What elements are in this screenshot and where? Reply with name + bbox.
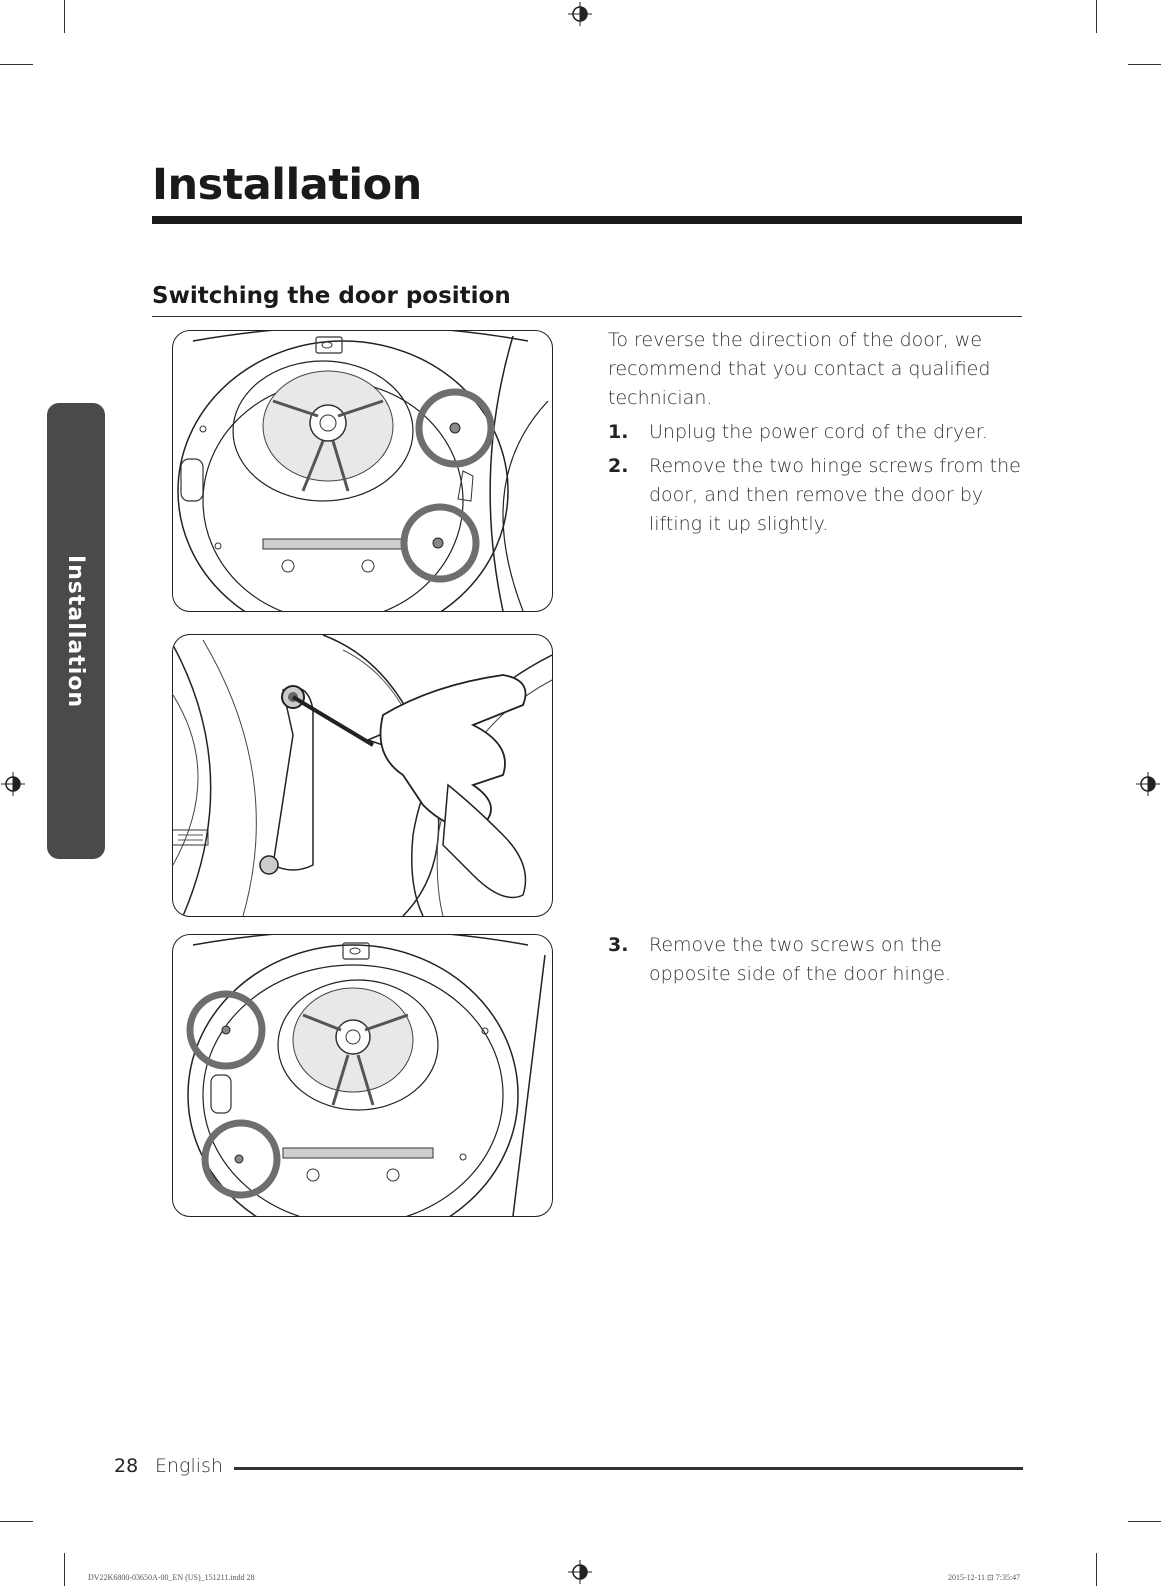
registration-mark-icon: [1136, 772, 1160, 796]
registration-mark-icon: [568, 1560, 592, 1584]
figure-dryer-opposite-screws: [172, 934, 553, 1217]
figure-dryer-hinge-screws: [172, 330, 553, 612]
page-title: Installation: [152, 160, 422, 210]
step-3-block: [608, 926, 1028, 989]
crop-mark-bottom-left-h: [0, 1521, 33, 1522]
step-3: [608, 931, 1028, 989]
step-2: [608, 452, 1028, 539]
crop-mark-top-right-h: [1128, 64, 1161, 65]
crop-mark-bottom-right-h: [1128, 1521, 1161, 1522]
step-number: 3.: [608, 934, 629, 956]
section-rule: [152, 316, 1022, 317]
crop-mark-bottom-left-v: [64, 1553, 65, 1586]
step-1: [608, 418, 1028, 447]
side-tab-label: Installation: [63, 554, 89, 708]
step-text: Remove the two hinge screws from the door, and then remove the door by lifting it up slightly.: [649, 455, 1021, 535]
title-rule: [152, 216, 1022, 224]
crop-mark-top-left-v: [64, 0, 65, 33]
screwdriver-icon: [173, 635, 552, 916]
footer-rule: [234, 1467, 1023, 1470]
crop-mark-top-right-v: [1096, 0, 1097, 33]
step-number: 1.: [608, 421, 629, 443]
page-number: 28: [114, 1455, 139, 1477]
step-text: Remove the two screws on the opposite side of the door hinge.: [649, 934, 951, 985]
dryer-drum-icon: [173, 935, 552, 1216]
dryer-drum-icon: [173, 331, 552, 611]
step-number: 2.: [608, 455, 629, 477]
footer-language: English: [155, 1455, 223, 1477]
intro-text-block: [608, 326, 1028, 539]
step-text: Unplug the power cord of the dryer.: [649, 421, 988, 443]
registration-mark-icon: [1, 772, 25, 796]
intro-paragraph: To reverse the direction of the door, we recommend that you contact a qualified technician.: [608, 329, 991, 409]
print-date-info: 2015-12-11 ⊡ 7:35:47: [948, 1573, 1021, 1582]
crop-mark-top-left-h: [0, 64, 33, 65]
figure-screwdriver-hinge: [172, 634, 553, 917]
side-tab-label-wrap: [47, 403, 105, 859]
print-file-info: DV22K6800-03650A-00_EN (US)_151211.indd 28: [88, 1573, 255, 1582]
registration-mark-icon: [568, 2, 592, 26]
crop-mark-bottom-right-v: [1096, 1553, 1097, 1586]
section-heading: Switching the door position: [152, 283, 511, 309]
